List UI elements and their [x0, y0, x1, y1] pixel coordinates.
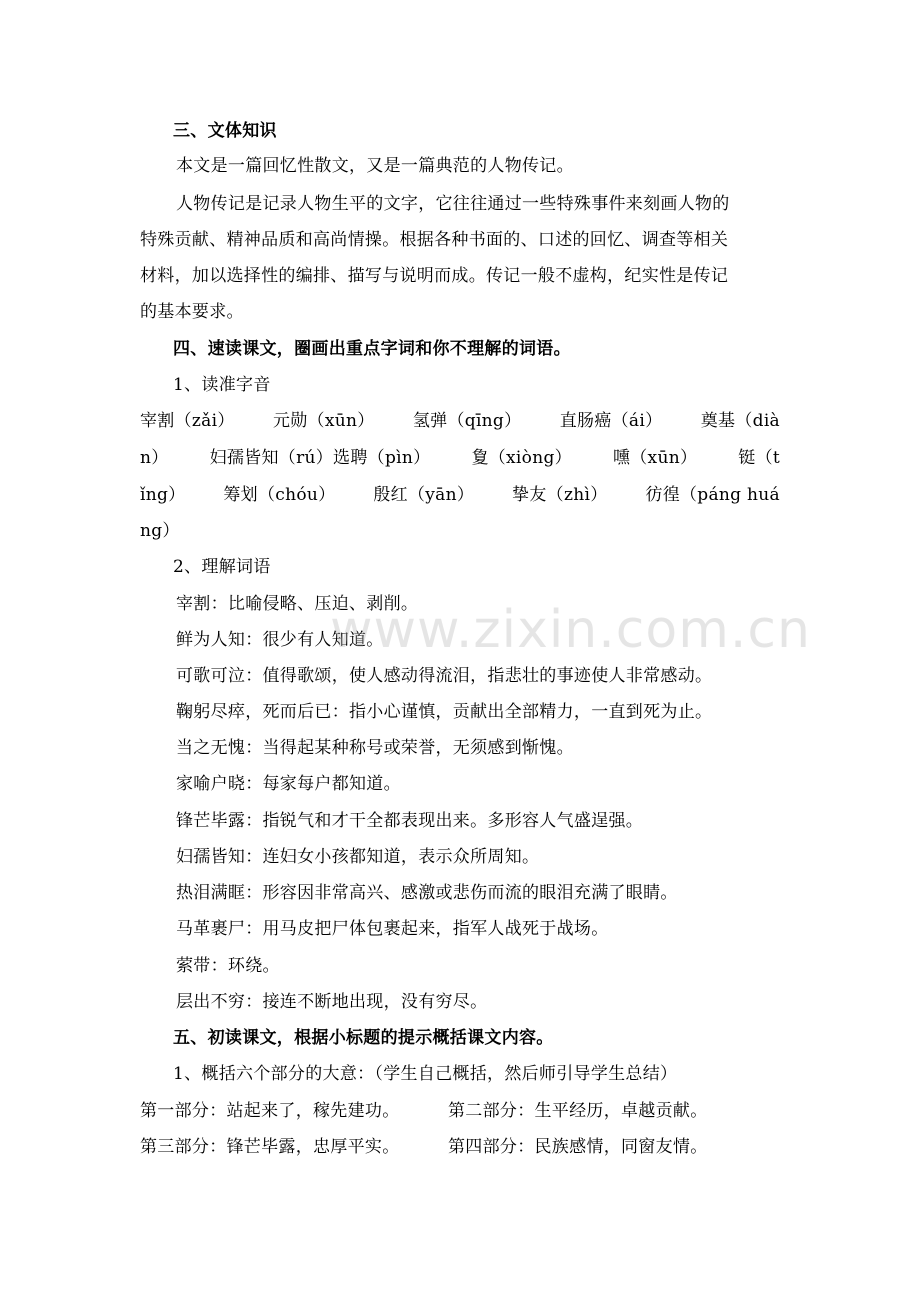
section-4-subheading-1: 1、读准字音 — [173, 375, 271, 395]
pronunciation-item: 夐（xiòng） — [471, 448, 572, 468]
pronunciation-item: ng） — [140, 521, 180, 541]
watermark: www.zixin.com.cn — [330, 600, 811, 660]
pronunciation-row — [140, 447, 780, 469]
part-summary-2: 第二部分：生平经历，卓越贡献。 — [448, 1101, 708, 1121]
part-summary-1: 第一部分：站起来了，稼先建功。 — [140, 1101, 400, 1121]
pronunciation-item: 挚友（zhì） — [512, 485, 608, 505]
pronunciation-item: ǐng） — [140, 485, 186, 505]
vocab-entry: 可歌可泣：值得歌颂，使人感动得流泪，指悲壮的事迹使人非常感动。 — [176, 666, 713, 686]
section-3-paragraph-2-line-1: 人物传记是记录人物生平的文字，它往往通过一些特殊事件来刻画人物的 — [176, 194, 730, 214]
vocab-entry: 鲜为人知：很少有人知道。 — [176, 630, 384, 650]
section-3-paragraph-1: 本文是一篇回忆性散文，又是一篇典范的人物传记。 — [176, 156, 574, 176]
section-4-heading: 四、速读课文，圈画出重点字词和你不理解的词语。 — [173, 339, 571, 359]
pronunciation-item: 铤（t — [738, 448, 780, 468]
pronunciation-item: 殷红（yān） — [373, 485, 475, 505]
vocab-entry: 家喻户晓：每家每户都知道。 — [176, 774, 401, 794]
vocab-entry: 萦带：环绕。 — [176, 956, 280, 976]
pronunciation-item: 彷徨（páng huá — [645, 485, 780, 505]
vocab-entry: 马革裹尸：用马皮把尸体包裹起来，指军人战死于战场。 — [176, 919, 609, 939]
pronunciation-row — [140, 520, 180, 542]
pronunciation-item: 奠基（dià — [700, 411, 780, 431]
pronunciation-item: 嚑（xūn） — [612, 448, 698, 468]
vocab-entry: 当之无愧：当得起某种称号或荣誉，无须感到惭愧。 — [176, 738, 574, 758]
vocab-entry: 宰割：比喻侵略、压迫、剥削。 — [176, 594, 419, 614]
pronunciation-item: 元勋（xūn） — [272, 411, 375, 431]
part-summary-3: 第三部分：锋芒毕露，忠厚平实。 — [140, 1137, 400, 1157]
part-summary-4: 第四部分：民族感情，同窗友情。 — [448, 1137, 708, 1157]
section-5-heading: 五、初读课文，根据小标题的提示概括课文内容。 — [173, 1028, 554, 1048]
vocab-entry: 锋芒毕露：指锐气和才干全都表现出来。多形容人气盛逞强。 — [176, 811, 644, 831]
section-3-paragraph-2-line-4: 的基本要求。 — [140, 302, 244, 322]
pronunciation-item: 妇孺皆知（rú）选聘（pìn） — [209, 448, 431, 468]
section-4-subheading-2: 2、理解词语 — [173, 557, 271, 577]
pronunciation-row — [140, 410, 780, 432]
pronunciation-item: 宰割（zǎi） — [140, 411, 235, 431]
section-3-paragraph-2-line-3: 材料，加以选择性的编排、描写与说明而成。传记一般不虚构，纪实性是传记 — [140, 266, 729, 286]
pronunciation-row — [140, 484, 780, 506]
vocab-entry: 热泪满眶：形容因非常高兴、感激或悲伤而流的眼泪充满了眼睛。 — [176, 883, 678, 903]
section-3-heading: 三、文体知识 — [173, 121, 277, 141]
section-3-paragraph-2-line-2: 特殊贡献、精神品质和高尚情操。根据各种书面的、口述的回忆、调查等相关 — [140, 230, 729, 250]
vocab-entry: 妇孺皆知：连妇女小孩都知道，表示众所周知。 — [176, 847, 540, 867]
vocab-entry: 鞠躬尽瘁，死而后已：指小心谨慎，贡献出全部精力，一直到死为止。 — [176, 702, 713, 722]
pronunciation-item: 筹划（chóu） — [223, 485, 336, 505]
section-5-subheading-1: 1、概括六个部分的大意：（学生自己概括，然后师引导学生总结） — [173, 1064, 678, 1084]
pronunciation-item: n） — [140, 448, 169, 468]
pronunciation-item: 氢弹（qīng） — [412, 411, 522, 431]
pronunciation-item: 直肠癌（ái） — [559, 411, 663, 431]
vocab-entry: 层出不穷：接连不断地出现，没有穷尽。 — [176, 992, 488, 1012]
